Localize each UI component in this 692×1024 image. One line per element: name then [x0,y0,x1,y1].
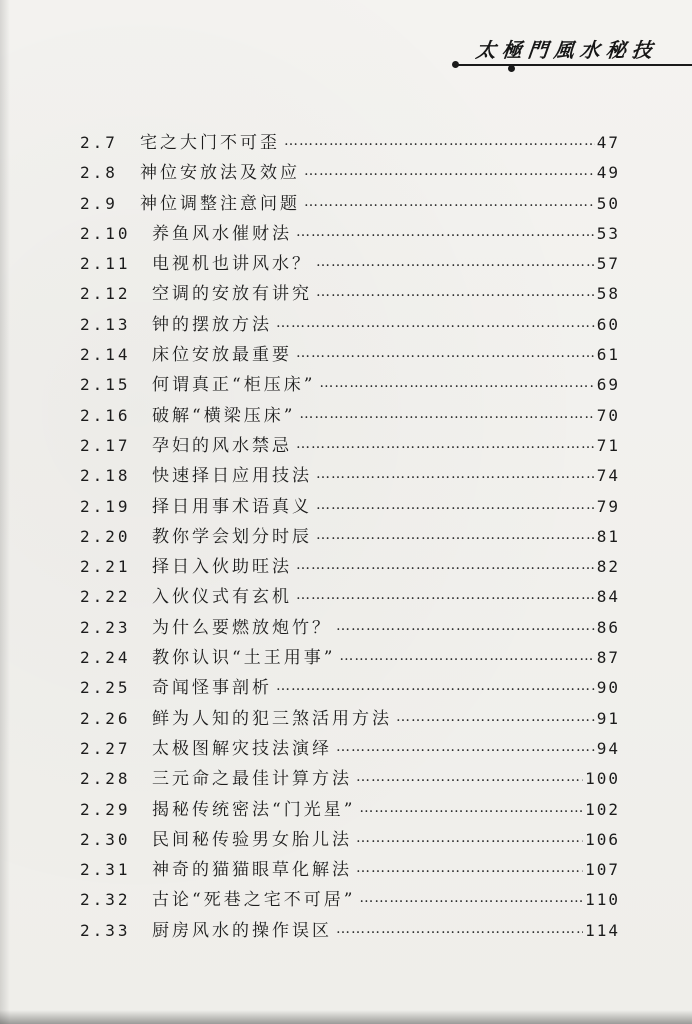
toc-section-number: 2.19 [80,496,131,516]
toc-section-title: 奇闻怪事剖析 [152,678,272,699]
toc-section-title: 孕妇的风水禁忌 [152,435,292,456]
toc-section-title: 入伙仪式有玄机 [152,587,292,608]
toc-section-title: 厨房风水的操作误区 [152,920,332,941]
toc-page-number: 82 [596,557,620,577]
toc-page-number: 106 [585,829,620,849]
toc-page-number: 53 [596,223,620,243]
toc-page-number: 69 [596,375,620,395]
toc-page-number: 61 [596,345,620,365]
toc-dot-leader [356,830,583,846]
toc-section-title: 择日入伙助旺法 [152,557,292,578]
toc-dot-leader [316,497,595,513]
toc-section-number: 2.24 [80,648,131,668]
toc-section-title: 神位调整注意问题 [140,193,300,214]
toc-page-number: 87 [596,648,620,668]
toc-section-number: 2.33 [80,920,131,940]
toc-dot-leader [316,284,595,300]
toc-section-number: 2.20 [80,526,131,546]
toc-page-number: 47 [596,133,620,152]
header-dot-left [452,61,459,68]
toc-section-number: 2.32 [80,890,131,910]
toc-page-number: 102 [585,799,620,819]
toc-entry [80,128,620,158]
toc-section-number: 2.25 [80,678,131,698]
toc-section-title: 快速择日应用技法 [152,466,312,487]
toc-dot-leader [356,769,583,785]
toc-section-number: 2.28 [80,769,131,789]
toc-entry [80,370,620,400]
toc-section-title: 钟的摆放方法 [152,314,272,335]
toc-page-number: 60 [596,314,620,334]
toc-section-title: 三元命之最佳计算方法 [152,769,352,790]
toc-section-title: 古论“死巷之宅不可居” [152,890,356,911]
toc-section-number: 2.31 [80,860,131,880]
toc-entry [80,552,620,582]
toc-page-number: 57 [596,254,620,274]
toc-section-number: 2.16 [80,405,131,425]
toc-dot-leader [304,163,595,179]
toc-section-title: 空调的安放有讲究 [152,284,312,305]
toc-dot-leader [296,557,595,573]
toc-page-number: 91 [596,708,620,728]
toc-section-number: 2.22 [80,587,131,607]
header-dot-right [508,65,515,72]
toc-section-number: 2.26 [80,708,131,728]
toc-entry [80,613,620,643]
toc-entry [80,885,620,915]
toc-entry [80,673,620,703]
toc-section-number: 2.30 [80,829,131,849]
toc-page-number: 114 [585,920,620,940]
toc-dot-leader [316,254,595,270]
toc-dot-leader [396,709,595,725]
toc-dot-leader [316,466,595,482]
toc-section-number: 2.11 [80,254,131,274]
toc-section-title: 教你学会划分时辰 [152,526,312,547]
toc-dot-leader [276,678,595,694]
toc-page-number: 86 [596,617,620,637]
toc-dot-leader [339,648,594,664]
toc-section-number: 2.14 [80,345,131,365]
toc-section-title: 鲜为人知的犯三煞活用方法 [152,708,392,729]
toc-page-number: 84 [596,587,620,607]
toc-entry [80,522,620,552]
toc-dot-leader [299,406,594,422]
toc-page-number: 49 [596,163,620,183]
toc-section-title: 破解“横梁压床” [152,405,296,426]
toc-section-number: 2.27 [80,738,131,758]
toc-dot-leader [356,860,583,876]
toc-page-number: 71 [596,435,620,455]
toc-section-title: 神位安放法及效应 [140,163,300,184]
toc-section-title: 教你认识“土王用事” [152,648,336,669]
toc-section-title: 太极图解灾技法演绎 [152,738,332,759]
toc-entry [80,916,620,946]
page-bottom-shadow [0,1010,692,1024]
toc-dot-leader [304,194,595,210]
toc-entry [80,704,620,734]
toc-section-title: 择日用事术语真义 [152,496,312,517]
toc-section-number: 2.15 [80,375,131,395]
toc-dot-leader [296,587,595,603]
toc-page-number: 79 [596,496,620,516]
page-binding-shadow [0,0,10,1024]
toc-entry [80,764,620,794]
toc-dot-leader [319,375,594,391]
toc-section-title: 神奇的猫猫眼草化解法 [152,860,352,881]
toc-section-title: 为什么要燃放炮竹？ [152,617,332,638]
toc-entry [80,643,620,673]
toc-section-number: 2.8 [80,163,118,183]
toc-entry [80,825,620,855]
toc-entry [80,492,620,522]
toc-dot-leader [359,800,583,816]
toc-entry [80,189,620,219]
toc-section-number: 2.12 [80,284,131,304]
table-of-contents [80,128,620,946]
toc-section-number: 2.29 [80,799,131,819]
toc-section-number: 2.17 [80,435,131,455]
toc-entry [80,855,620,885]
toc-dot-leader [276,315,595,331]
toc-dot-leader [284,133,595,149]
toc-page-number: 110 [585,890,620,910]
toc-entry [80,734,620,764]
toc-dot-leader [336,921,583,937]
toc-page-number: 70 [596,405,620,425]
toc-page-number: 90 [596,678,620,698]
toc-section-number: 2.21 [80,557,131,577]
toc-section-title: 床位安放最重要 [152,345,292,366]
toc-section-title: 养鱼风水催财法 [152,223,292,244]
toc-section-number: 2.7 [80,133,118,152]
header-rule [456,64,692,66]
toc-page-number: 81 [596,526,620,546]
toc-entry [80,340,620,370]
toc-entry [80,279,620,309]
running-header-title: 太極門風水秘技 [474,38,660,62]
toc-page-number: 100 [585,769,620,789]
toc-entry [80,310,620,340]
toc-section-number: 2.13 [80,314,131,334]
toc-entry [80,795,620,825]
toc-section-title: 民间秘传验男女胎儿法 [152,829,352,850]
toc-section-title: 何谓真正“柜压床” [152,375,316,396]
toc-section-number: 2.18 [80,466,131,486]
toc-section-title: 宅之大门不可歪 [140,133,280,153]
toc-page-number: 107 [585,860,620,880]
toc-section-number: 2.10 [80,223,131,243]
toc-page-number: 94 [596,738,620,758]
toc-entry [80,401,620,431]
toc-dot-leader [296,345,595,361]
toc-entry [80,461,620,491]
toc-dot-leader [336,739,595,755]
toc-section-title: 电视机也讲风水？ [152,254,312,275]
toc-section-number: 2.9 [80,193,118,213]
toc-entry [80,249,620,279]
toc-entry [80,431,620,461]
toc-dot-leader [336,618,595,634]
toc-dot-leader [296,224,595,240]
toc-entry [80,219,620,249]
toc-dot-leader [359,890,583,906]
toc-page-number: 58 [596,284,620,304]
toc-dot-leader [316,527,595,543]
toc-section-number: 2.23 [80,617,131,637]
toc-section-title: 揭秘传统密法“门光星” [152,799,356,820]
toc-dot-leader [296,436,595,452]
toc-entry [80,582,620,612]
toc-page-number: 74 [596,466,620,486]
toc-page-number: 50 [596,193,620,213]
toc-entry [80,158,620,188]
